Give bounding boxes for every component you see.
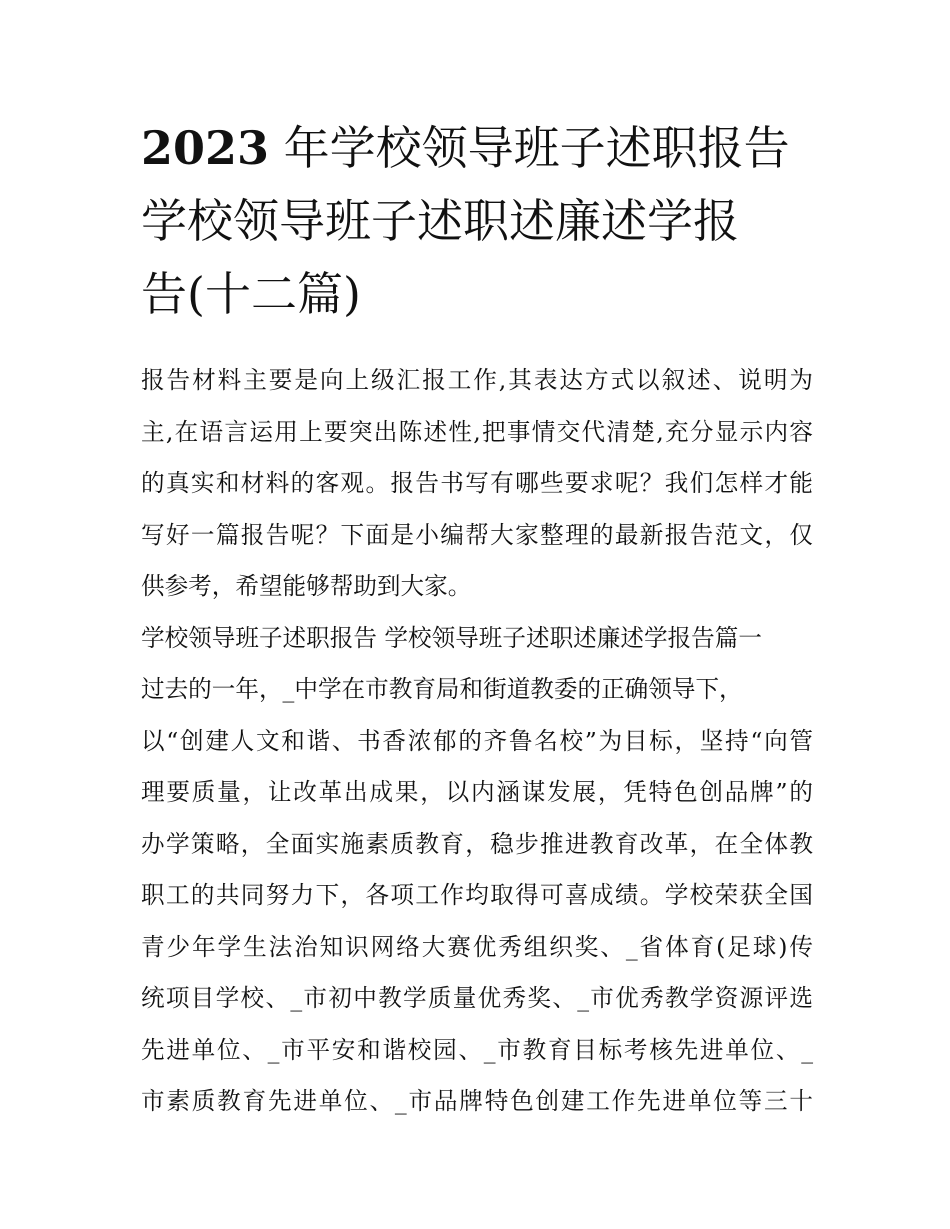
- intro-line: 报告材料主要是向上级汇报工作,其表达方式以叙述、说明为: [141, 366, 813, 394]
- document-body: [141, 355, 813, 1128]
- title-year: 2023: [141, 121, 270, 175]
- body-line: 办学策略，全面实施素质教育，稳步推进教育改革，在全体教: [141, 829, 813, 858]
- body-line: 职工的共同努力下，各项工作均取得可喜成绩。学校荣获全国: [141, 881, 813, 909]
- intro-paragraph: [141, 355, 813, 613]
- body-line: 市素质教育先进单位、_市品牌特色创建工作先进单位等三十: [141, 1087, 813, 1115]
- document-title: [141, 112, 821, 331]
- body-line: 过去的一年，_中学在市教育局和街道教委的正确领导下，: [141, 675, 743, 703]
- section-heading-text: 学校领导班子述职报告 学校领导班子述职述廉述学报告篇一: [141, 623, 762, 652]
- body-line: 青少年学生法治知识网络大赛优秀组织奖、_省体育(足球)传: [141, 932, 813, 961]
- title-line-2: 学校领导班子述职述廉述学报: [141, 194, 739, 248]
- body-line: 以“创建人文和谐、书香浓郁的齐鲁名校”为目标，坚持“向管: [141, 726, 813, 755]
- title-line-3: 告(十二篇): [141, 267, 361, 321]
- title-line-1: [141, 112, 821, 185]
- section-heading: [141, 613, 813, 665]
- body-paragraph: [141, 664, 813, 1128]
- intro-line: 供参考，希望能够帮助到大家。: [141, 572, 472, 600]
- body-line: 先进单位、_市平安和谐校园、_市教育目标考核先进单位、_: [141, 1035, 813, 1064]
- intro-line: 写好一篇报告呢？下面是小编帮大家整理的最新报告范文，仅: [141, 520, 813, 549]
- title-line-1-text: 年学校领导班子述职报告: [283, 121, 790, 175]
- intro-line: 的真实和材料的客观。报告书写有哪些要求呢？我们怎样才能: [141, 469, 813, 497]
- body-line: 统项目学校、_市初中教学质量优秀奖、_市优秀教学资源评选: [141, 984, 813, 1012]
- intro-line: 主,在语言运用上要突出陈述性,把事情交代清楚,充分显示内容: [141, 417, 813, 446]
- body-line: 理要质量，让改革出成果，以内涵谋发展，凭特色创品牌”的: [141, 778, 813, 806]
